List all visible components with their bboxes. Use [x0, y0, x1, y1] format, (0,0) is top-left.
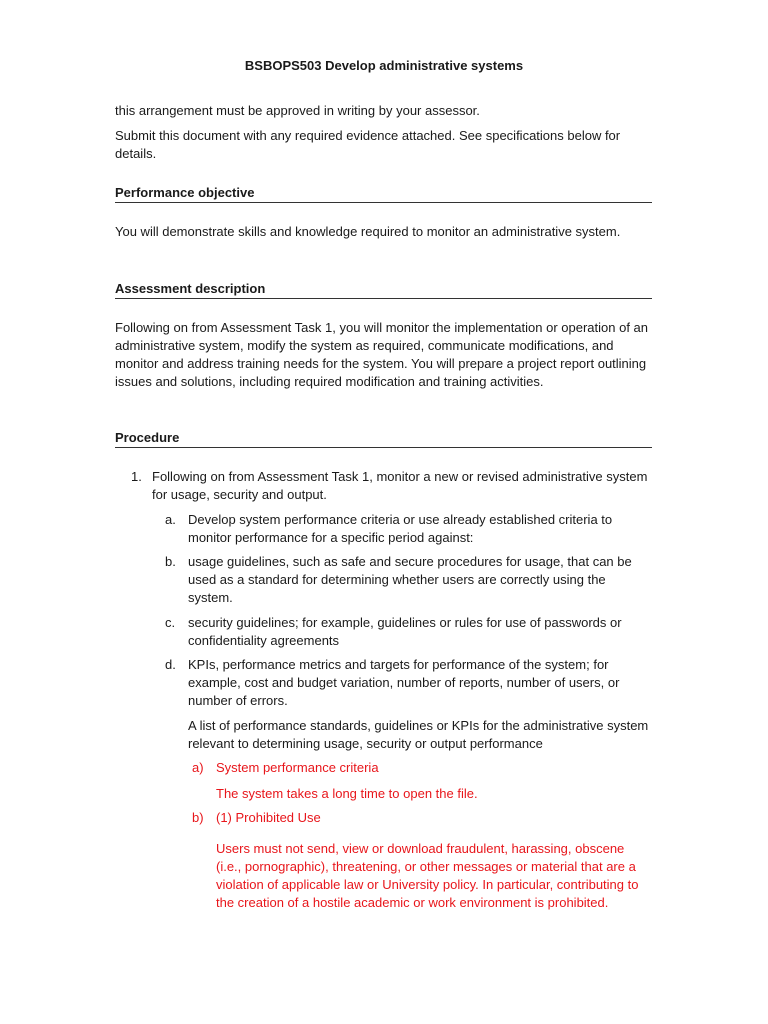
answer-a-marker: a): [192, 760, 204, 775]
subitem-a-text: Develop system performance criteria or use already established criteria to monitor performance for a specific period against:: [188, 512, 613, 545]
step-1-note: A list of performance standards, guidelines or KPIs for the administrative system relevant to determining usage, security or output performance: [188, 718, 649, 751]
assessment-description-body: Following on from Assessment Task 1, you will monitor the implementation or operation of an administrative system, modify the system as required, communicate modifications, and monitor and address training needs for the system. You will prepare a project report outlining issues and solutions, including required modification and training activities.: [115, 320, 649, 389]
subitem-b-marker: b.: [165, 554, 176, 569]
answer-a-label: System performance criteria: [216, 760, 379, 775]
performance-objective-heading: Performance objective: [115, 185, 652, 203]
performance-objective-body: You will demonstrate skills and knowledge required to monitor an administrative system.: [115, 224, 621, 239]
subitem-d-marker: d.: [165, 657, 176, 672]
intro-paragraph-1: this arrangement must be approved in writing by your assessor.: [115, 103, 480, 118]
step-1-marker: 1.: [131, 469, 142, 484]
subitem-a-marker: a.: [165, 512, 176, 527]
subitem-c-text: security guidelines; for example, guidelines or rules for use of passwords or confidentiality agreements: [188, 615, 622, 648]
subitem-c-marker: c.: [165, 615, 176, 630]
answer-b-label: (1) Prohibited Use: [216, 810, 321, 825]
answer-b-marker: b): [192, 810, 204, 825]
procedure-heading: Procedure: [115, 430, 652, 448]
subitem-b-text: usage guidelines, such as safe and secure procedures for usage, that can be used as a standard for determining whether users are correctly using the system.: [188, 554, 632, 605]
intro-paragraph-2: Submit this document with any required evidence attached. See specifications below for details.: [115, 128, 621, 161]
step-1-text: Following on from Assessment Task 1, monitor a new or revised administrative system for usage, security and output.: [152, 469, 648, 502]
document-title: BSBOPS503 Develop administrative systems: [244, 58, 524, 73]
subitem-d-text: KPIs, performance metrics and targets for performance of the system; for example, cost and budget variation, number of reports, number of users, or number of errors.: [188, 657, 620, 708]
assessment-description-heading: Assessment description: [115, 281, 652, 299]
answer-b-text: Users must not send, view or download fraudulent, harassing, obscene (i.e., pornographic), threatening, or other messages or material that are a violation of applicable law or University policy. In particular, contributing to the creation of a hostile academic or work environment is prohibited.: [216, 841, 639, 910]
answer-a-text: The system takes a long time to open the file.: [216, 786, 478, 801]
